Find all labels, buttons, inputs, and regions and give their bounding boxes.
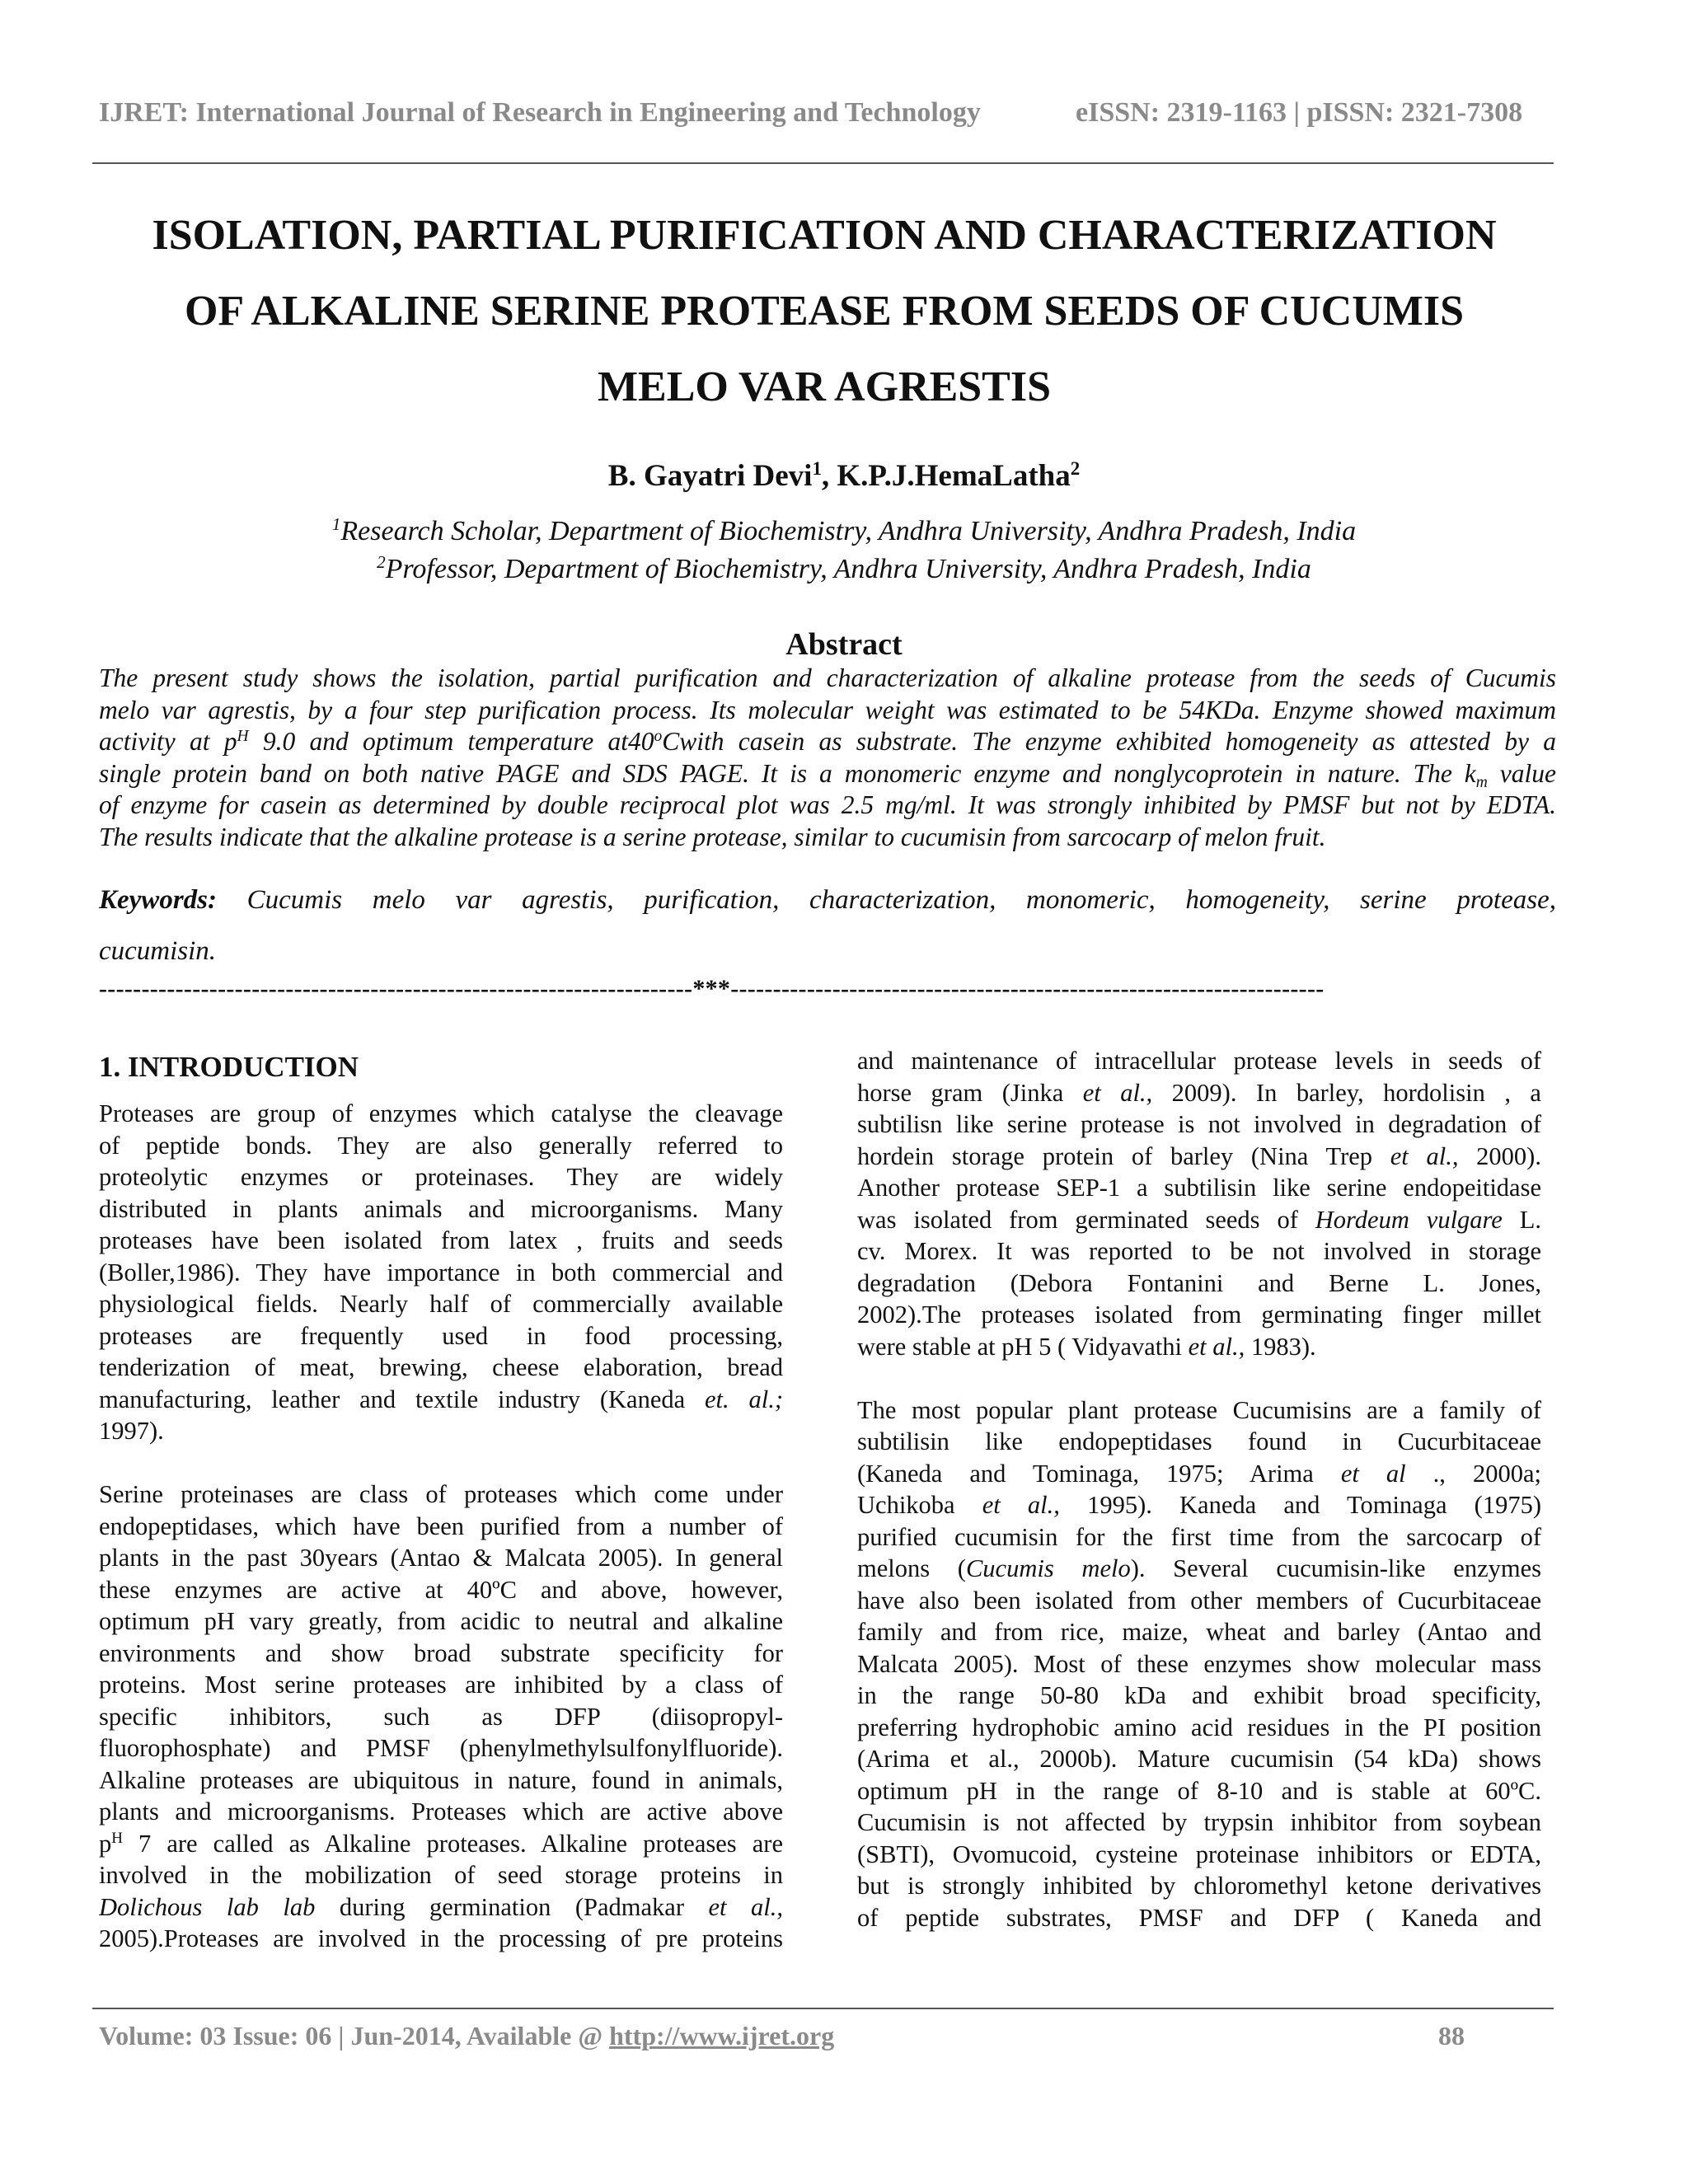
body-line: Another protease SEP-1 a subtilisin like serine endopeitidase: [857, 1174, 1541, 1202]
body-line: proteases are frequently used in food processing,: [99, 1321, 783, 1350]
abstract-heading: Abstract: [785, 627, 903, 662]
body-line: purified cucumisin for the first time from the sarcocarp of: [857, 1522, 1541, 1551]
journal-link[interactable]: http://www.ijret.org: [609, 2021, 835, 2050]
abstract-line: [99, 758, 1556, 790]
body-line: proteolytic enzymes or proteinases. They are widely: [99, 1163, 783, 1191]
text-run: 1995). Kaneda and Tominaga (1975): [1059, 1491, 1541, 1519]
body-line: proteins. Most serine proteases are inhibited by a class of: [99, 1671, 783, 1699]
body-line: subtilisin like endopeptidases found in Cucurbitaceae: [857, 1427, 1541, 1455]
keywords-label: Keywords:: [99, 885, 217, 915]
text-run: melons (: [857, 1554, 966, 1582]
affiliation-mark: 2: [377, 552, 386, 573]
keywords: [99, 874, 1556, 977]
superscript: H: [237, 728, 249, 746]
affiliation-2: [0, 554, 1688, 585]
text-run: et al.,: [1188, 1332, 1245, 1361]
affiliation-text: Professor, Department of Biochemistry, Andhra University, Andhra Pradesh, India: [385, 554, 1311, 584]
body-line: Alkaline proteases are ubiquitous in nature, found in animals,: [99, 1765, 783, 1794]
body-line: [857, 1553, 1541, 1585]
running-footer: [99, 2021, 1500, 2051]
page-number: 88: [1438, 2021, 1465, 2050]
body-line: plants in the past 30years (Antao & Malcata 2005). In general: [99, 1544, 783, 1572]
body-line: [857, 1077, 1541, 1109]
text-run: p: [99, 1829, 112, 1858]
text-run: 1983).: [1245, 1332, 1316, 1361]
abstract-body: [99, 663, 1556, 853]
body-line: (SBTI), Ovomucoid, cysteine proteinase inhibitors or EDTA,: [857, 1840, 1541, 1868]
body-line: The most popular plant protease Cucumisins are a family of: [857, 1395, 1541, 1424]
subscript: m: [1475, 774, 1488, 792]
journal-name: IJRET: International Journal of Research in Engineering and Technology: [99, 97, 981, 128]
text-run: et al.,: [1082, 1078, 1153, 1107]
affiliation-1: [0, 516, 1688, 547]
text-run: et. al.;: [705, 1385, 783, 1413]
body-line: 2005).Proteases are involved in the processing of pre proteins: [99, 1924, 783, 1952]
text-run: et al.,: [1390, 1141, 1459, 1170]
body-line: [99, 1891, 783, 1924]
title-line: MELO VAR AGRESTIS: [597, 363, 1052, 410]
body-line: distributed in plants animals and microorganisms. Many: [99, 1194, 783, 1223]
text-run: 2000).: [1458, 1141, 1541, 1170]
text-run: (Kaneda and Tominaga, 1975; Arima: [857, 1459, 1341, 1488]
body-line: optimum pH in the range of 8-10 and is stable at 60ºC.: [857, 1776, 1541, 1805]
abstract-line: of enzyme for casein as determined by double reciprocal plot was 2.5 mg/ml. It was strongly inhibited by PMSF but not by EDTA.: [99, 790, 1556, 819]
body-line: [857, 1204, 1541, 1236]
text-run: hordein storage protein of barley (Nina Trep: [857, 1141, 1390, 1170]
text-run: Uchikoba: [857, 1491, 982, 1519]
title-line: OF ALKALINE SERINE PROTEASE FROM SEEDS OF CUCUMIS: [184, 288, 1465, 335]
body-line: Proteases are group of enzymes which catalyse the cleavage: [99, 1099, 783, 1127]
body-line: 1997).: [99, 1417, 164, 1445]
body-line: [857, 1489, 1541, 1521]
text-run: ., 2000a;: [1405, 1459, 1541, 1488]
body-line: Serine proteinases are class of proteases which come under: [99, 1480, 783, 1508]
text-run: Hordeum vulgare: [1315, 1205, 1503, 1234]
body-line: environments and show broad substrate specificity for: [99, 1638, 783, 1667]
text-run: et al.,: [982, 1491, 1060, 1519]
text-run: 9.0 and optimum temperature at40: [248, 727, 654, 756]
volume-info: Volume: 03 Issue: 06 | Jun-2014, Available @: [99, 2021, 610, 2050]
body-line: specific inhibitors, such as DFP (diisopropyl-: [99, 1702, 783, 1731]
paper-title: [82, 198, 1566, 425]
header-rule: [92, 162, 1554, 164]
body-line: [857, 1458, 1541, 1490]
section-heading: 1. INTRODUCTION: [99, 1051, 359, 1083]
body-line: subtilisn like serine protease is not involved in degradation of: [857, 1110, 1541, 1138]
text-run: single protein band on both native PAGE and SDS PAGE. It is a monomeric enzyme and nonglycoprotein in nature. The k: [99, 758, 1476, 788]
body-line: degradation (Debora Fontanini and Berne L. Jones,: [857, 1268, 1541, 1297]
text-run: horse gram (Jinka: [857, 1078, 1083, 1107]
text-run: during germination (Padmakar: [315, 1892, 709, 1921]
superscript: H: [111, 1830, 123, 1848]
text-run: Dolichous lab lab: [99, 1892, 316, 1921]
body-line: endopeptidases, which have been purified from a number of: [99, 1511, 783, 1540]
body-line: (Boller,1986). They have importance in both commercial and: [99, 1258, 783, 1286]
text-run: 2009). In barley, hordolisin , a: [1152, 1078, 1541, 1107]
right-column: [857, 1045, 1541, 1933]
body-line: [99, 1384, 783, 1416]
title-line: ISOLATION, PARTIAL PURIFICATION AND CHARACTERIZATION: [152, 212, 1497, 259]
text-run: ). Several cucumisin-like enzymes: [1130, 1554, 1541, 1582]
body-line: family and from rice, maize, wheat and barley (Antao and: [857, 1618, 1541, 1646]
body-line: (Arima et al., 2000b). Mature cucumisin (54 kDa) shows: [857, 1745, 1541, 1773]
abstract-line: The present study shows the isolation, partial purification and characterization of alkaline protease from the seeds of Cucumis: [99, 663, 1556, 692]
body-line: of peptide substrates, PMSF and DFP ( Kaneda and: [857, 1903, 1541, 1932]
affiliation-text: Research Scholar, Department of Biochemistry, Andhra University, Andhra Pradesh, India: [340, 516, 1357, 546]
body-line: involved in the mobilization of seed storage proteins in: [99, 1861, 783, 1889]
affiliation-mark: 1: [331, 514, 341, 535]
body-line: [857, 1331, 1541, 1363]
keywords-line: cucumisin.: [99, 936, 217, 966]
body-line: proteases have been isolated from latex , fruits and seeds: [99, 1226, 783, 1254]
body-line: [857, 1141, 1541, 1173]
paragraph-gap: [99, 1447, 783, 1479]
body-line: and maintenance of intracellular protease levels in seeds of: [857, 1047, 1541, 1075]
body-line: in the range 50-80 kDa and exhibit broad specificity,: [857, 1681, 1541, 1709]
body-line: physiological fields. Nearly half of commercially available: [99, 1290, 783, 1318]
text-run: 7 are called as Alkaline proteases. Alkaline proteases are: [122, 1829, 783, 1858]
text-run: manufacturing, leather and textile industry (Kaneda: [99, 1385, 706, 1413]
text-run: value: [1487, 758, 1556, 788]
body-line: tenderization of meat, brewing, cheese elaboration, bread: [99, 1353, 783, 1381]
author-affil-mark: 1: [812, 458, 822, 480]
body-line: cv. Morex. It was reported to be not involved in storage: [857, 1237, 1541, 1265]
body-line: Malcata 2005). Most of these enzymes show molecular mass: [857, 1649, 1541, 1678]
text-run: et al.,: [708, 1892, 783, 1921]
paragraph-gap: [857, 1362, 1541, 1394]
superscript: o: [654, 728, 663, 746]
text-run: was isolated from germinated seeds of: [857, 1205, 1315, 1234]
author-list: B. Gayatri Devi$^1$, K.P.J.HemaLatha$^2$: [607, 458, 1081, 493]
author-affil-mark: 2: [1070, 458, 1081, 480]
body-line: these enzymes are active at 40ºC and above, however,: [99, 1575, 783, 1604]
body-line: fluorophosphate) and PMSF (phenylmethylsulfonylfluoride).: [99, 1734, 783, 1762]
keywords-text: Cucumis melo var agrestis, purification, characterization, monomeric, homogeneity, serine protease,: [217, 885, 1556, 915]
left-column: [99, 1045, 783, 1955]
text-run: Cucumis melo: [965, 1554, 1131, 1582]
body-line: [99, 1828, 783, 1860]
footer-rule: [92, 2008, 1554, 2009]
author-name: B. Gayatri Devi: [607, 459, 813, 493]
abstract-line: [99, 726, 1556, 758]
abstract-line: melo var agrestis, by a four step purification process. Its molecular weight was estimated to be 54KDa. Enzyme showed maximum: [99, 695, 1556, 724]
body-line: but is strongly inhibited by chloromethyl ketone derivatives: [857, 1872, 1541, 1900]
text-run: activity at p: [99, 727, 237, 756]
keywords-line: [99, 874, 1556, 926]
text-run: L.: [1502, 1205, 1541, 1234]
body-line: Cucumisin is not affected by trypsin inhibitor from soybean: [857, 1808, 1541, 1836]
text-run: Cwith casein as substrate. The enzyme exhibited homogeneity as attested by a: [662, 727, 1557, 756]
author-name: K.P.J.HemaLatha: [837, 459, 1071, 493]
issn-info: eISSN: 2319-1163 | pISSN: 2321-7308: [1076, 97, 1523, 128]
text-run: were stable at pH 5 ( Vidyavathi: [857, 1332, 1189, 1361]
section-separator: ----------------------------------------------------------------------***----------------------------------------------------------------------: [99, 975, 1325, 1002]
body-line: preferring hydrophobic amino acid residues in the PI position: [857, 1713, 1541, 1741]
abstract-line: The results indicate that the alkaline protease is a serine protease, similar to cucumisin from sarcocarp of melon fruit.: [99, 822, 1326, 851]
body-line: have also been isolated from other members of Cucurbitaceae: [857, 1586, 1541, 1615]
text-run: et al: [1340, 1459, 1406, 1488]
body-line: plants and microorganisms. Proteases which are active above: [99, 1797, 783, 1825]
body-line: of peptide bonds. They are also generally referred to: [99, 1131, 783, 1160]
body-line: 2002).The proteases isolated from germinating finger millet: [857, 1301, 1541, 1329]
body-line: optimum pH vary greatly, from acidic to neutral and alkaline: [99, 1607, 783, 1635]
